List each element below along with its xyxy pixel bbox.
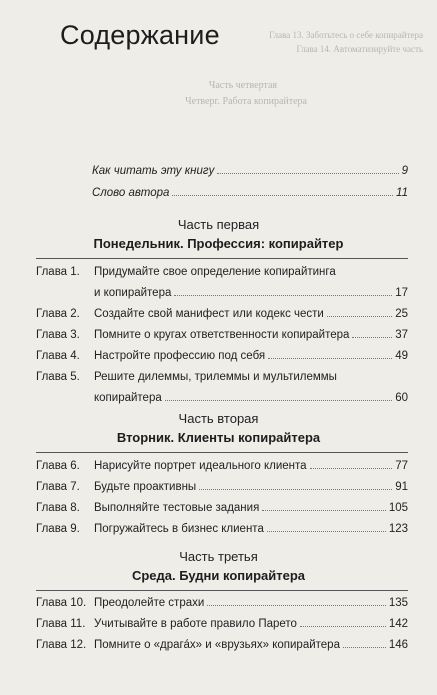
leader-dots (300, 626, 386, 627)
entry-title: Придумайте свое определение копирайтинга (94, 266, 336, 278)
divider (36, 590, 408, 591)
entry-title: Настройте профессию под себя (94, 350, 266, 362)
entry-title: Будьте проактивны (94, 481, 197, 493)
chapter-number: Глава 11. (36, 618, 86, 630)
page-number: 123 (388, 523, 408, 535)
part-label: Часть вторая (178, 411, 259, 426)
leader-dots (199, 489, 392, 490)
leader-dots (262, 510, 386, 511)
leader-dots (343, 647, 386, 648)
page-title: Содержание (60, 20, 220, 50)
leader-dots (217, 173, 398, 174)
divider (36, 258, 408, 259)
bleed-through-line: Часть четвертая (208, 80, 277, 91)
toc-entry[interactable] (36, 456, 408, 477)
entry-title: Учитывайте в работе правило Парето (94, 618, 297, 630)
page-number: 49 (395, 350, 408, 362)
leader-dots (268, 358, 392, 359)
intro-list (92, 160, 408, 204)
entry-title: Создайте свой манифест или кодекс чести (94, 308, 324, 320)
leader-dots (352, 337, 392, 338)
toc-entry[interactable] (92, 160, 408, 182)
part-title: Среда. Будни копирайтера (131, 568, 306, 583)
toc-entry[interactable] (36, 367, 408, 409)
chapter-number: Глава 4. (36, 350, 80, 362)
entry-title: Как читать эту книгу (92, 165, 215, 177)
page-number: 146 (388, 639, 408, 651)
chapter-number: Глава 5. (36, 371, 80, 383)
chapter-number: Глава 6. (36, 460, 80, 472)
toc-entry[interactable] (36, 614, 408, 635)
chapter-number: Глава 8. (36, 502, 80, 514)
chapter-list (36, 593, 408, 656)
entry-title-cont: и копирайтера (94, 287, 172, 299)
toc-entry[interactable] (36, 325, 408, 346)
entry-title: Нарисуйте портрет идеального клиента (94, 460, 307, 472)
toc-entry[interactable] (36, 346, 408, 367)
entry-title: Решите дилеммы, трилеммы и мультилеммы (94, 371, 337, 383)
chapter-number: Глава 10. (36, 597, 87, 609)
page-number: 135 (388, 597, 408, 609)
entry-title: Слово автора (92, 187, 170, 199)
chapter-number: Глава 2. (36, 308, 80, 320)
entry-title: Преодолейте страхи (94, 597, 205, 609)
chapter-number: Глава 1. (36, 266, 80, 278)
leader-dots (310, 468, 393, 469)
part-title: Вторник. Клиенты копирайтера (116, 430, 321, 445)
page-number: 60 (395, 392, 408, 404)
leader-dots (172, 195, 393, 196)
chapter-number: Глава 12. (36, 639, 87, 651)
chapter-number: Глава 7. (36, 481, 80, 493)
bleed-through-line: Глава 13. Заботьтесь о себе копирайтера (269, 30, 423, 40)
entry-title: Погружайтесь в бизнес клиента (94, 523, 264, 535)
chapter-list (36, 262, 408, 409)
page-number: 91 (395, 481, 408, 493)
toc-entry[interactable] (36, 498, 408, 519)
bleed-through-line: Четверг. Работа копирайтера (185, 96, 307, 107)
toc-entry[interactable] (36, 635, 408, 656)
leader-dots (207, 605, 386, 606)
page-number: 37 (395, 329, 408, 341)
toc-entry[interactable] (92, 182, 408, 204)
entry-title: Помните о «драга́х» и «врузьях» копирайтера (94, 639, 340, 651)
leader-dots (165, 400, 392, 401)
bleed-through-line: Глава 14. Автоматизируйте часть (296, 44, 423, 54)
page-number: 17 (395, 287, 408, 299)
divider (36, 452, 408, 453)
part-label: Часть первая (177, 217, 260, 232)
chapter-list (36, 456, 408, 540)
entry-title-cont: копирайтера (94, 392, 162, 404)
part-label: Часть третья (179, 549, 258, 564)
page-number: 105 (388, 502, 408, 514)
leader-dots (327, 316, 392, 317)
page-number: 11 (396, 187, 408, 199)
entry-title: Выполняйте тестовые задания (94, 502, 260, 514)
toc-entry[interactable] (36, 593, 408, 614)
chapter-number: Глава 9. (36, 523, 80, 535)
entry-title: Помните о кругах ответственности копирайтера (94, 329, 350, 341)
leader-dots (174, 295, 392, 296)
page-number: 142 (388, 618, 408, 630)
toc-entry[interactable] (36, 519, 408, 540)
page-number: 9 (401, 165, 408, 177)
toc-entry[interactable] (36, 262, 408, 304)
chapter-number: Глава 3. (36, 329, 80, 341)
toc-entry[interactable] (36, 304, 408, 325)
page-number: 77 (395, 460, 408, 472)
part-title: Понедельник. Профессия: копирайтер (93, 236, 344, 251)
page-number: 25 (395, 308, 408, 320)
leader-dots (267, 531, 386, 532)
toc-entry[interactable] (36, 477, 408, 498)
